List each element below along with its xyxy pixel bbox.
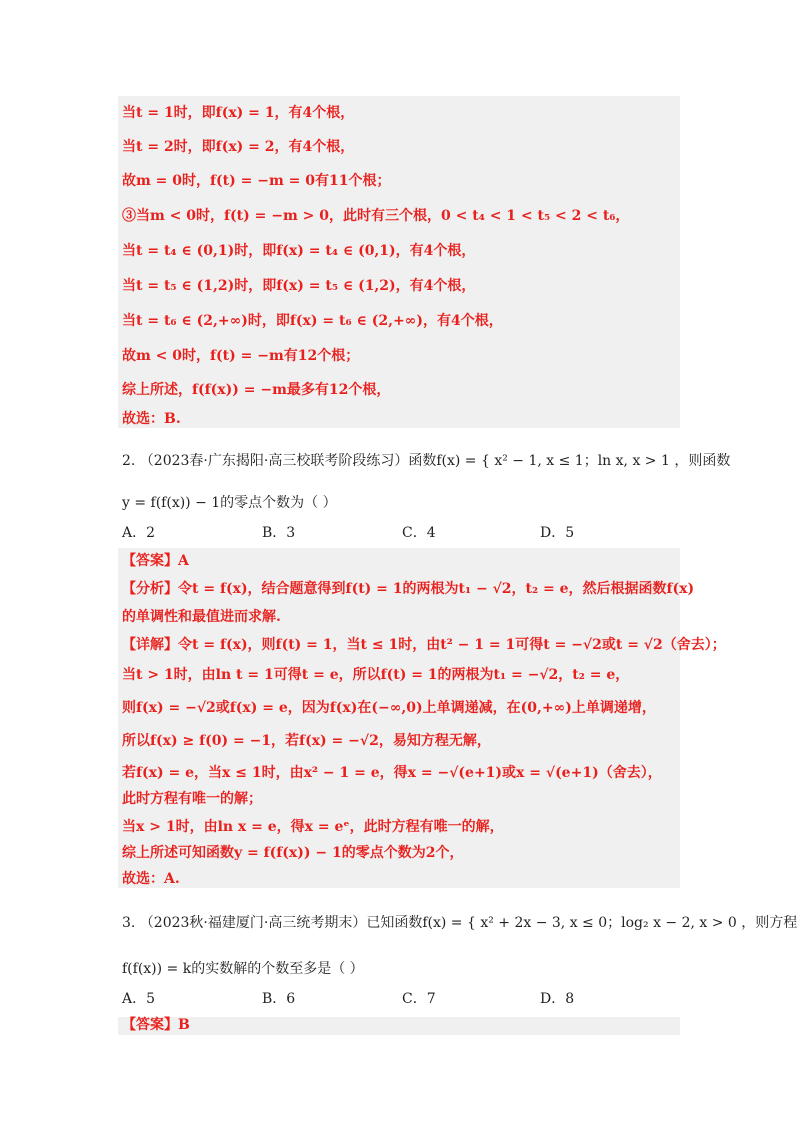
solution-line: 当t = 1时，即f(x) = 1，有4个根， (122, 105, 355, 121)
q2-analysis-line: 【分析】令t = f(x)，结合题意得到f(t) = 1的两根为t₁ − √2，t₂ = e，然后根据函数f(x) (122, 581, 695, 597)
solution-line: 故m < 0时，f(t) = −m有12个根； (122, 348, 360, 364)
q3-stem: 3. （2023秋·福建厦门·高三统考期末）已知函数f(x) = { x² + 2x − 3, x ≤ 0；log₂ x − 2, x > 0 ，则方程 (122, 915, 798, 931)
q2-detail-line: 故选：A. (122, 871, 180, 887)
q3-answer: 【答案】B (122, 1017, 190, 1033)
q2-detail-line: 所以f(x) ≥ f(0) = −1，若f(x) = −√2，易知方程无解， (122, 733, 491, 749)
q3-stem-continued: f(f(x)) = k的实数解的个数至多是（ ） (122, 961, 364, 977)
q2-option-c: C．4 (402, 525, 436, 541)
q2-detail-line: 则f(x) = −√2或f(x) = e，因为f(x)在(−∞,0)上单调递减，在(0,+∞)上单调递增， (122, 700, 656, 716)
solution-line: 故m = 0时，f(t) = −m = 0有11个根； (122, 173, 391, 189)
q2-detail-line: 当x > 1时，由ln x = e，得x = eᵉ，此时方程有唯一的解， (122, 819, 504, 835)
solution-line: 综上所述，f(f(x)) = −m最多有12个根， (122, 382, 391, 398)
solution-line: 当t = t₅ ∈ (1,2)时，即f(x) = t₅ ∈ (1,2)，有4个根， (122, 278, 476, 294)
q2-detail-line: 当t > 1时，由ln t = 1可得t = e，所以f(t) = 1的两根为t₁ = −√2，t₂ = e， (122, 667, 630, 683)
q2-detail-line: 综上所述可知函数y = f(f(x)) − 1的零点个数为2个， (122, 845, 464, 861)
q2-option-a: A．2 (122, 525, 156, 541)
q3-option-c: C．7 (402, 991, 436, 1007)
q3-option-d: D．8 (540, 991, 575, 1007)
solution-line: 故选：B. (122, 411, 181, 427)
q3-option-b: B．6 (262, 991, 296, 1007)
solution-line: 当t = t₄ ∈ (0,1)时，即f(x) = t₄ ∈ (0,1)，有4个根， (122, 243, 476, 259)
q2-option-d: D．5 (540, 525, 575, 541)
q2-option-b: B．3 (262, 525, 296, 541)
q3-option-a: A．5 (122, 991, 156, 1007)
solution-line: ③当m < 0时，f(t) = −m > 0，此时有三个根，0 < t₄ < 1 < t₅ < 2 < t₆， (122, 208, 630, 224)
q2-stem: 2. （2023春·广东揭阳·高三校联考阶段练习）函数f(x) = { x² − 1, x ≤ 1；ln x, x > 1 ，则函数 (122, 453, 731, 469)
solution-line: 当t = 2时，即f(x) = 2，有4个根， (122, 139, 355, 155)
solution-line: 当t = t₆ ∈ (2,+∞)时，即f(x) = t₆ ∈ (2,+∞)，有4个根， (122, 313, 503, 329)
q2-detail-line: 【详解】令t = f(x)，则f(t) = 1，当t ≤ 1时，由t² − 1 = 1可得t = −√2或t = √2（舍去）； (122, 637, 726, 653)
q2-analysis-line: 的单调性和最值进而求解. (122, 609, 281, 625)
q2-detail-line: 此时方程有唯一的解； (122, 791, 262, 807)
q2-stem-continued: y = f(f(x)) − 1的零点个数为（ ） (122, 495, 337, 511)
q2-answer: 【答案】A (122, 553, 189, 569)
q2-detail-line: 若f(x) = e，当x ≤ 1时，由x² − 1 = e，得x = −√(e+1)或x = √(e+1)（舍去）， (122, 765, 662, 781)
